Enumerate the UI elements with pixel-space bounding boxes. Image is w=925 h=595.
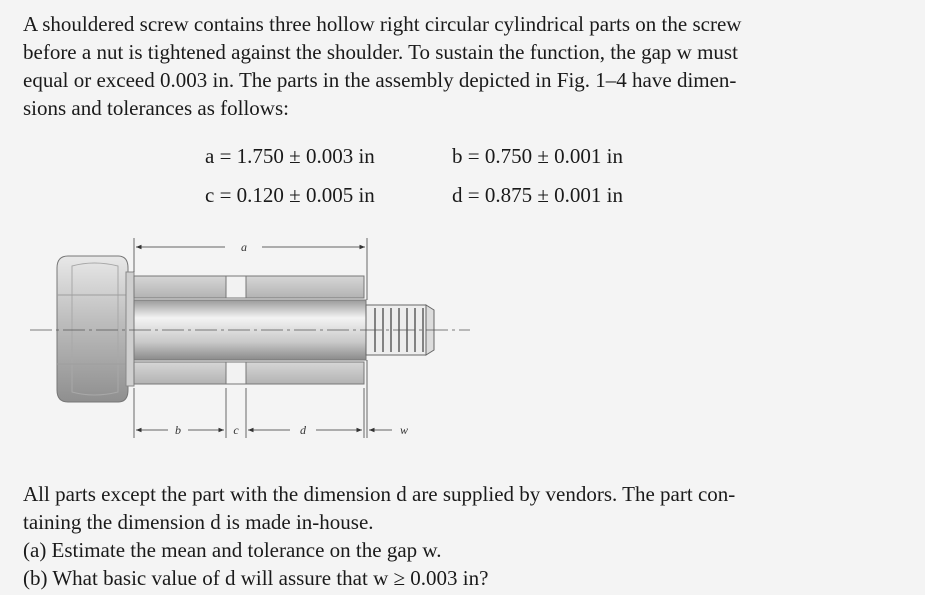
question-a: (a) Estimate the mean and tolerance on the gap w. xyxy=(23,538,442,562)
intro-line-2: before a nut is tightened against the shoulder. To sustain the function, the gap w must xyxy=(23,40,738,64)
problem-intro xyxy=(23,10,903,122)
part-d-bottom xyxy=(246,362,364,384)
closing-line-2: taining the dimension d is made in-house. xyxy=(23,510,374,534)
label-c: c xyxy=(233,423,239,437)
part-d-top xyxy=(246,276,364,298)
intro-line-4: sions and tolerances as follows: xyxy=(23,96,289,120)
part-b-bottom xyxy=(134,362,226,384)
question-b: (b) What basic value of d will assure that w ≥ 0.003 in? xyxy=(23,566,489,590)
part-c-top xyxy=(226,276,246,298)
problem-questions xyxy=(23,480,903,592)
intro-line-3: equal or exceed 0.003 in. The parts in the assembly depicted in Fig. 1–4 have dimen- xyxy=(23,68,737,92)
label-b: b xyxy=(175,423,181,437)
dimension-b: b = 0.750 ± 0.001 in xyxy=(452,144,623,168)
dimension-a: a = 1.750 ± 0.003 in xyxy=(205,144,375,168)
shoulder xyxy=(126,272,134,386)
label-w: w xyxy=(399,423,409,437)
part-c-bottom xyxy=(226,362,246,384)
label-d: d xyxy=(300,423,306,437)
closing-line-1: All parts except the part with the dimension d are supplied by vendors. The part con- xyxy=(23,482,736,506)
label-a: a xyxy=(241,240,247,254)
intro-line-1: A shouldered screw contains three hollow right circular cylindrical parts on the screw xyxy=(23,12,742,36)
part-b-top xyxy=(134,276,226,298)
dimension-d: d = 0.875 ± 0.001 in xyxy=(452,183,623,207)
screw-assembly-figure xyxy=(0,228,480,458)
dimension-c: c = 0.120 ± 0.005 in xyxy=(205,183,375,207)
screw-head xyxy=(57,256,128,402)
